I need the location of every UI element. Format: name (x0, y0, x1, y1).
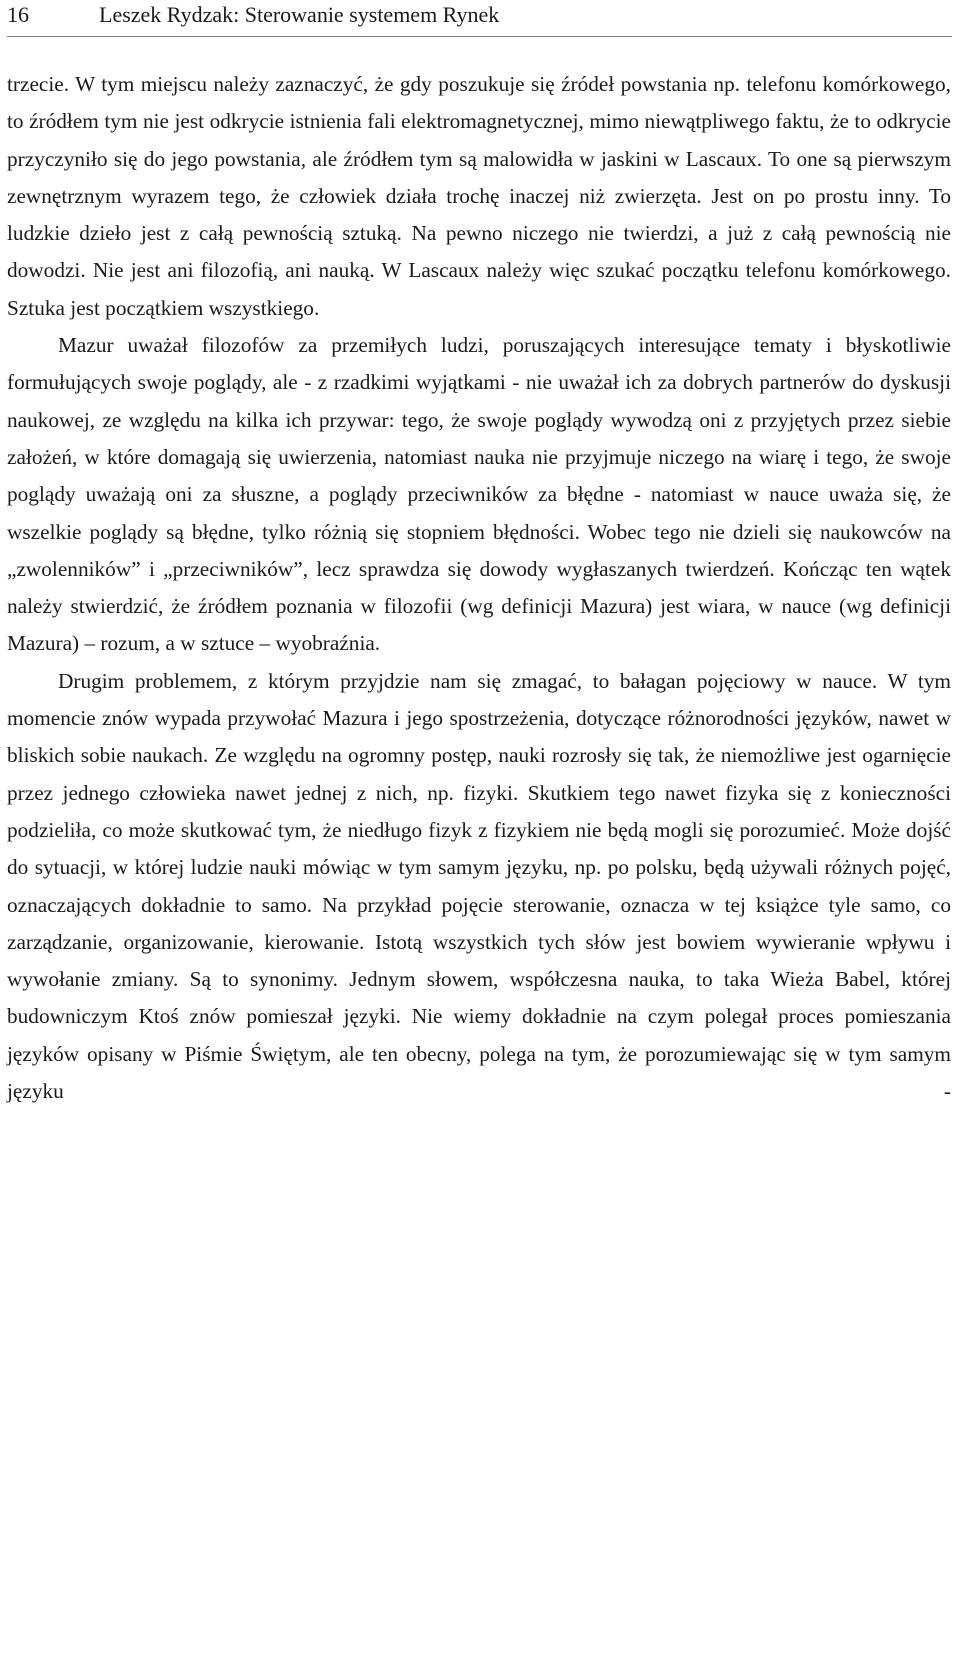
body-text (7, 66, 951, 1110)
paragraph: trzecie. W tym miejscu należy zaznaczyć, że gdy poszukuje się źródeł powstania np. telefonu komórkowego, to źródłem tym nie jest odkrycie istnienia fali elektromagnetycznej, mimo niewątpliwego faktu, że to odkrycie przyczyniło się do jego powstania, ale źródłem tym są malowidła w jaskini w Lascaux. To one są pierwszym zewnętrznym wyrazem tego, że człowiek działa trochę inaczej niż zwierzęta. Jest on po prostu inny. To ludzkie dzieło jest z całą pewnością sztuką. Na pewno niczego nie twierdzi, a już z całą pewnością nie dowodzi. Nie jest ani filozofią, ani nauką. W Lascaux należy więc szukać początku telefonu komórkowego. Sztuka jest początkiem wszystkiego. (7, 72, 951, 320)
paragraph: Drugim problemem, z którym przyjdzie nam się zmagać, to bałagan pojęciowy w nauce. W tym momencie znów wypada przywołać Mazura i jego spostrzeżenia, dotyczące różnorodności języków, nawet w bliskich sobie naukach. Ze względu na ogromny postęp, nauki rozrosły się tak, że niemożliwe jest ogarnięcie przez jednego człowieka nawet jednej z nich, np. fizyki. Skutkiem tego nawet fizyka się z konieczności podzieliła, co może skutkować tym, że niedługo fizyk z fizykiem nie będą mogli się porozumieć. Może dojść do sytuacji, w której ludzie nauki mówiąc w tym samym języku, np. po polsku, będą używali różnych pojęć, oznaczających dokładnie to samo. Na przykład pojęcie sterowanie, oznacza w tej książce tyle samo, co zarządzanie, organizowanie, kierowanie. Istotą wszystkich tych słów jest bowiem wywieranie wpływu i wywołanie zmiany. Są to synonimy. Jednym słowem, współczesna nauka, to taka Wieża Babel, której budowniczym Ktoś znów pomieszał języki. Nie wiemy dokładnie na czym polegał proces pomieszania języków opisany w Piśmie Świętym, ale ten obecny, polega na tym, że porozumiewając się w tym samym języku - (7, 668, 951, 1104)
paragraph: Mazur uważał filozofów za przemiłych ludzi, poruszających interesujące tematy i błyskotliwie formułujących swoje poglądy, ale - z rzadkimi wyjątkami - nie uważał ich za dobrych partnerów do dyskusji naukowej, ze względu na kilka ich przywar: tego, że swoje poglądy wywodzą oni z przyjętych przez siebie założeń, w które domagają się uwierzenia, natomiast nauka nie przyjmuje niczego na wiarę i tego, że swoje poglądy uważają oni za słuszne, a poglądy przeciwników za błędne - natomiast w nauce uważa się, że wszelkie poglądy są błędne, tylko różnią się stopniem błędności. Wobec tego nie dzieli się naukowców na „zwolenników” i „przeciwników”, lecz sprawdza się dowody wygłaszanych twierdzeń. Kończąc ten wątek należy stwierdzić, że źródłem poznania w filozofii (wg definicji Mazura) jest wiara, w nauce (wg definicji Mazura) – rozum, a w sztuce – wyobraźnia. (7, 333, 951, 656)
page-number: 16 (7, 2, 29, 27)
running-title: Leszek Rydzak: Sterowanie systemem Rynek (99, 2, 500, 27)
page-header (7, 0, 952, 37)
